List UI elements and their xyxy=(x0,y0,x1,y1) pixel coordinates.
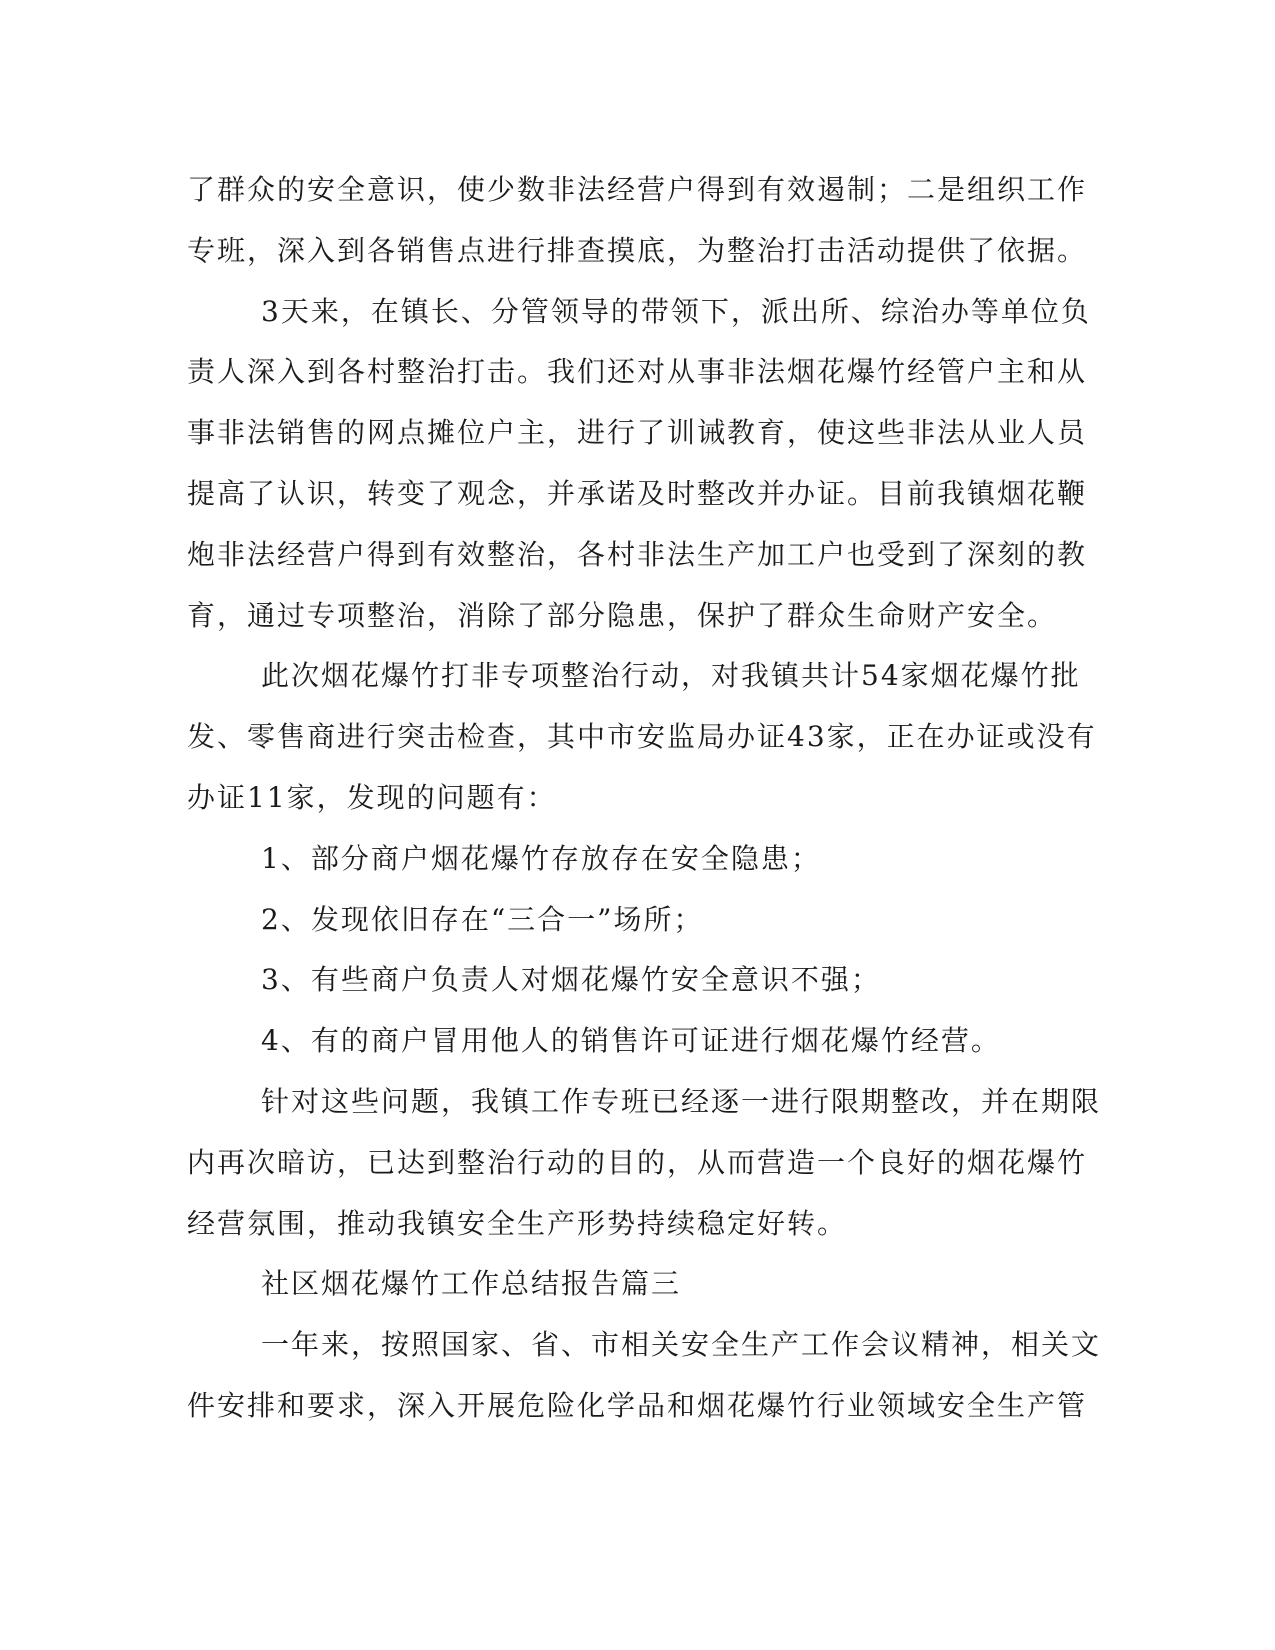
text-line: 育，通过专项整治，消除了部分隐患，保护了群众生命财产安全。 xyxy=(187,598,1058,632)
document-body xyxy=(187,160,1102,1437)
list-item: 1、部分商户烟花爆竹存放存在安全隐患； xyxy=(261,841,821,875)
text-line: 责人深入到各村整治打击。我们还对从事非法烟花爆竹经管户主和从 xyxy=(187,355,1088,389)
text-line: 一年来，按照国家、省、市相关安全生产工作会议精神，相关文 xyxy=(261,1328,1102,1362)
text-line: 专班，深入到各销售点进行排查摸底，为整治打击活动提供了依据。 xyxy=(187,233,1088,267)
text-line: 经营氛围，推动我镇安全生产形势持续稳定好转。 xyxy=(187,1206,848,1240)
section-heading: 社区烟花爆竹工作总结报告篇三 xyxy=(261,1267,682,1301)
text-line: 内再次暗访，已达到整治行动的目的，从而营造一个良好的烟花爆竹 xyxy=(187,1145,1088,1179)
list-item: 3、有些商户负责人对烟花爆竹安全意识不强； xyxy=(261,963,881,997)
text-line: 此次烟花爆竹打非专项整治行动，对我镇共计54家烟花爆竹批 xyxy=(261,659,1081,693)
list-item: 2、发现依旧存在“三合一”场所； xyxy=(261,902,704,936)
list-item: 4、有的商户冒用他人的销售许可证进行烟花爆竹经营。 xyxy=(261,1024,1001,1058)
text-line: 炮非法经营户得到有效整治，各村非法生产加工户也受到了深刻的教 xyxy=(187,537,1088,571)
text-line: 3天来，在镇长、分管领导的带领下，派出所、综治办等单位负 xyxy=(261,294,1091,328)
text-line: 了群众的安全意识，使少数非法经营户得到有效遏制；二是组织工作 xyxy=(187,173,1088,206)
text-line: 办证11家，发现的问题有： xyxy=(187,780,557,814)
text-line: 发、零售商进行突击检查，其中市安监局办证43家，正在办证或没有 xyxy=(187,720,1097,754)
text-line: 针对这些问题，我镇工作专班已经逐一进行限期整改，并在期限 xyxy=(261,1084,1102,1118)
text-line: 件安排和要求，深入开展危险化学品和烟花爆竹行业领域安全生产管 xyxy=(187,1388,1088,1422)
text-line: 提高了认识，转变了观念，并承诺及时整改并办证。目前我镇烟花鞭 xyxy=(187,476,1088,510)
text-line: 事非法销售的网点摊位户主，进行了训诫教育，使这些非法从业人员 xyxy=(187,416,1088,450)
